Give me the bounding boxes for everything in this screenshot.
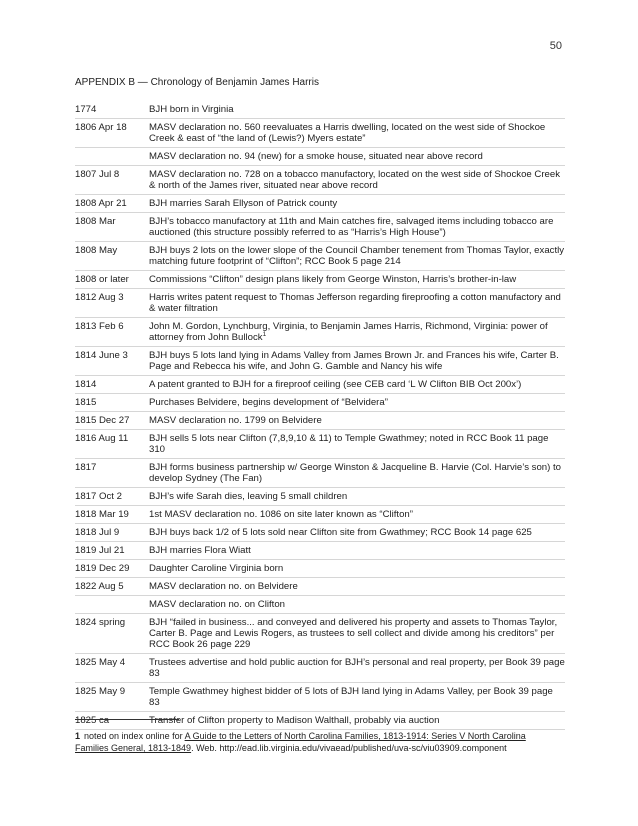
chronology-row (75, 213, 565, 242)
chronology-event (149, 274, 565, 285)
footnote-divider (75, 719, 179, 720)
chronology-event (149, 321, 565, 343)
footnote-suffix: . Web. http://ead.lib.virginia.edu/vivaead/published/uva-sc/viu03909.component (191, 743, 507, 753)
chronology-event-text: MASV declaration no. 728 on a tobacco manufactory, located on the west side of Shockoe Creek & north of the James river, situated near above record (149, 169, 560, 191)
footnote-reference: 1 (262, 330, 267, 338)
chronology-event-text: BJH buys 2 lots on the lower slope of the Council Chamber tenement from Thomas Taylor, exactly matching future footprint of “Clifton”; RCC Book 5 page 214 (149, 245, 565, 267)
chronology-date (75, 151, 149, 162)
chronology-event-text: MASV declaration no. 1799 on Belvidere (149, 415, 322, 426)
chronology-row (75, 542, 565, 560)
chronology-event (149, 198, 565, 209)
chronology-event (149, 462, 565, 484)
chronology-date: 1822 Aug 5 (75, 581, 124, 592)
chronology-event-text: John M. Gordon, Lynchburg, Virginia, to Benjamin James Harris, Richmond, Virginia: power of attorney from John Bullock (149, 321, 548, 343)
chronology-event-text: BJH buys 5 lots land lying in Adams Valley from James Brown Jr. and Frances his wife, Carter B. Page and Rebecca his wife, and John G. Gamble and Nancy his wife (149, 350, 559, 372)
chronology-row (75, 596, 565, 614)
chronology-event-text: Transfer of Clifton property to Madison Walthall, probably via auction (149, 715, 440, 726)
chronology-event (149, 151, 565, 162)
chronology-event-text: MASV declaration no. on Clifton (149, 599, 285, 610)
chronology-date (75, 599, 149, 610)
chronology-row (75, 119, 565, 148)
chronology-date: 1816 Aug 11 (75, 433, 129, 444)
chronology-event (149, 527, 565, 538)
footnote-prefix: noted on index online for (84, 731, 185, 741)
chronology-date: 1807 Jul 8 (75, 169, 120, 180)
chronology-table (75, 101, 565, 730)
chronology-date: 1814 (75, 379, 97, 390)
chronology-row (75, 242, 565, 271)
chronology-row (75, 289, 565, 318)
chronology-event-text: BJH marries Sarah Ellyson of Patrick county (149, 198, 338, 209)
chronology-event (149, 433, 565, 455)
chronology-row (75, 614, 565, 654)
chronology-event (149, 397, 565, 408)
chronology-event (149, 122, 565, 144)
chronology-date: 1808 Mar (75, 216, 116, 227)
chronology-event (149, 104, 565, 115)
chronology-event (149, 617, 565, 650)
chronology-event-text: 1st MASV declaration no. 1086 on site later known as “Clifton” (149, 509, 413, 520)
chronology-event-text: MASV declaration no. 560 reevaluates a Harris dwelling, located on the west side of Shockoe Creek & east of “the land of (Lewis?) Myers estate” (149, 122, 546, 144)
chronology-event (149, 563, 565, 574)
chronology-event-text: MASV declaration no. on Belvidere (149, 581, 298, 592)
chronology-date: 1825 May 4 (75, 657, 126, 668)
chronology-row (75, 683, 565, 712)
chronology-row (75, 524, 565, 542)
chronology-event-text: BJH’s wife Sarah dies, leaving 5 small children (149, 491, 348, 502)
chronology-event-text: BJH buys back 1/2 of 5 lots sold near Clifton site from Gwathmey; RCC Book 14 page 625 (149, 527, 532, 538)
chronology-event-text: Daughter Caroline Virginia born (149, 563, 284, 574)
chronology-date: 1808 or later (75, 274, 129, 285)
chronology-date: 1818 Mar 19 (75, 509, 129, 520)
chronology-event-text: Trustees advertise and hold public auction for BJH’s personal and real property, per Book 39 page 83 (149, 657, 565, 679)
chronology-event-text: BJH marries Flora Wiatt (149, 545, 251, 556)
chronology-event-text: Commissions “Clifton” design plans likely from George Winston, Harris’s brother-in-law (149, 274, 517, 285)
footnote-source-title: A Guide to the Letters of North Carolina Families, 1813-1914: Series V North Carolina Families General, 1813-1849 (75, 731, 526, 753)
chronology-date: 1815 Dec 27 (75, 415, 130, 426)
chronology-event-text: BJH forms business partnership w/ George Winston & Jacqueline B. Harvie (Col. Harvie’s son) to develop Sydney (The Fan) (149, 462, 561, 484)
chronology-date: 1815 (75, 397, 97, 408)
chronology-event-text: Purchases Belvidere, begins development of “Belvidera” (149, 397, 388, 408)
chronology-event-text: MASV declaration no. 94 (new) for a smoke house, situated near above record (149, 151, 483, 162)
chronology-event (149, 686, 565, 708)
chronology-event-text: A patent granted to BJH for a fireproof ceiling (see CEB card ‘L W Clifton BIB Oct 200x’) (149, 379, 522, 390)
chronology-event (149, 581, 565, 592)
chronology-date: 1817 (75, 462, 97, 473)
footnote-number: 1 (75, 731, 81, 741)
chronology-event-text: BJH’s tobacco manufactory at 11th and Main catches fire, salvaged items including tobacco are auctioned (this structure possibly referred to as “Harris’s High House”) (149, 216, 554, 238)
chronology-row (75, 488, 565, 506)
chronology-date: 1774 (75, 104, 97, 115)
chronology-row (75, 101, 565, 119)
chronology-event (149, 245, 565, 267)
chronology-date: 1813 Feb 6 (75, 321, 124, 332)
page-number: 50 (549, 40, 562, 52)
chronology-date: 1806 Apr 18 (75, 122, 127, 133)
chronology-event (149, 599, 565, 610)
chronology-event-text: BJH sells 5 lots near Clifton (7,8,9,10 & 11) to Temple Gwathmey; noted in RCC Book 11 page 310 (149, 433, 549, 455)
chronology-date: 1808 May (75, 245, 118, 256)
chronology-row (75, 394, 565, 412)
chronology-event (149, 509, 565, 520)
chronology-event-text: Temple Gwathmey highest bidder of 5 lots of BJH land lying in Adams Valley, per Book 39 page 83 (149, 686, 553, 708)
chronology-row (75, 459, 565, 488)
chronology-event (149, 379, 565, 390)
chronology-row (75, 271, 565, 289)
footnote (75, 730, 545, 754)
chronology-date: 1817 Oct 2 (75, 491, 122, 502)
chronology-event (149, 415, 565, 426)
chronology-event (149, 545, 565, 556)
chronology-row (75, 318, 565, 347)
chronology-row (75, 166, 565, 195)
chronology-row (75, 347, 565, 376)
chronology-event-text: BJH born in Virginia (149, 104, 234, 115)
chronology-event (149, 216, 565, 238)
chronology-event (149, 169, 565, 191)
chronology-event (149, 350, 565, 372)
chronology-date: 1825 ca (75, 715, 110, 726)
chronology-row (75, 712, 565, 730)
chronology-event (149, 657, 565, 679)
chronology-date: 1825 May 9 (75, 686, 126, 697)
chronology-date: 1812 Aug 3 (75, 292, 124, 303)
chronology-date: 1819 Jul 21 (75, 545, 125, 556)
chronology-event-text: BJH “failed in business... and conveyed and delivered his property and assets to Thomas Taylor, Carter B. Page and Lewis Rogers, as trustees to sell collect and divide among his creditors” per RCC Book 26 page 229 (149, 617, 558, 650)
chronology-row (75, 148, 565, 166)
chronology-event (149, 292, 565, 314)
chronology-date: 1814 June 3 (75, 350, 128, 361)
chronology-row (75, 506, 565, 524)
page-title: APPENDIX B — Chronology of Benjamin James Harris (75, 77, 319, 88)
chronology-row (75, 654, 565, 683)
chronology-row (75, 578, 565, 596)
chronology-row (75, 195, 565, 213)
chronology-row (75, 430, 565, 459)
chronology-date: 1824 spring (75, 617, 126, 628)
chronology-date: 1808 Apr 21 (75, 198, 127, 209)
chronology-row (75, 376, 565, 394)
chronology-date: 1818 Jul 9 (75, 527, 120, 538)
chronology-event (149, 715, 565, 726)
chronology-event-text: Harris writes patent request to Thomas Jefferson regarding fireproofing a cotton manufactory and & water filtration (149, 292, 561, 314)
chronology-event (149, 491, 565, 502)
chronology-row (75, 412, 565, 430)
chronology-row (75, 560, 565, 578)
chronology-date: 1819 Dec 29 (75, 563, 130, 574)
